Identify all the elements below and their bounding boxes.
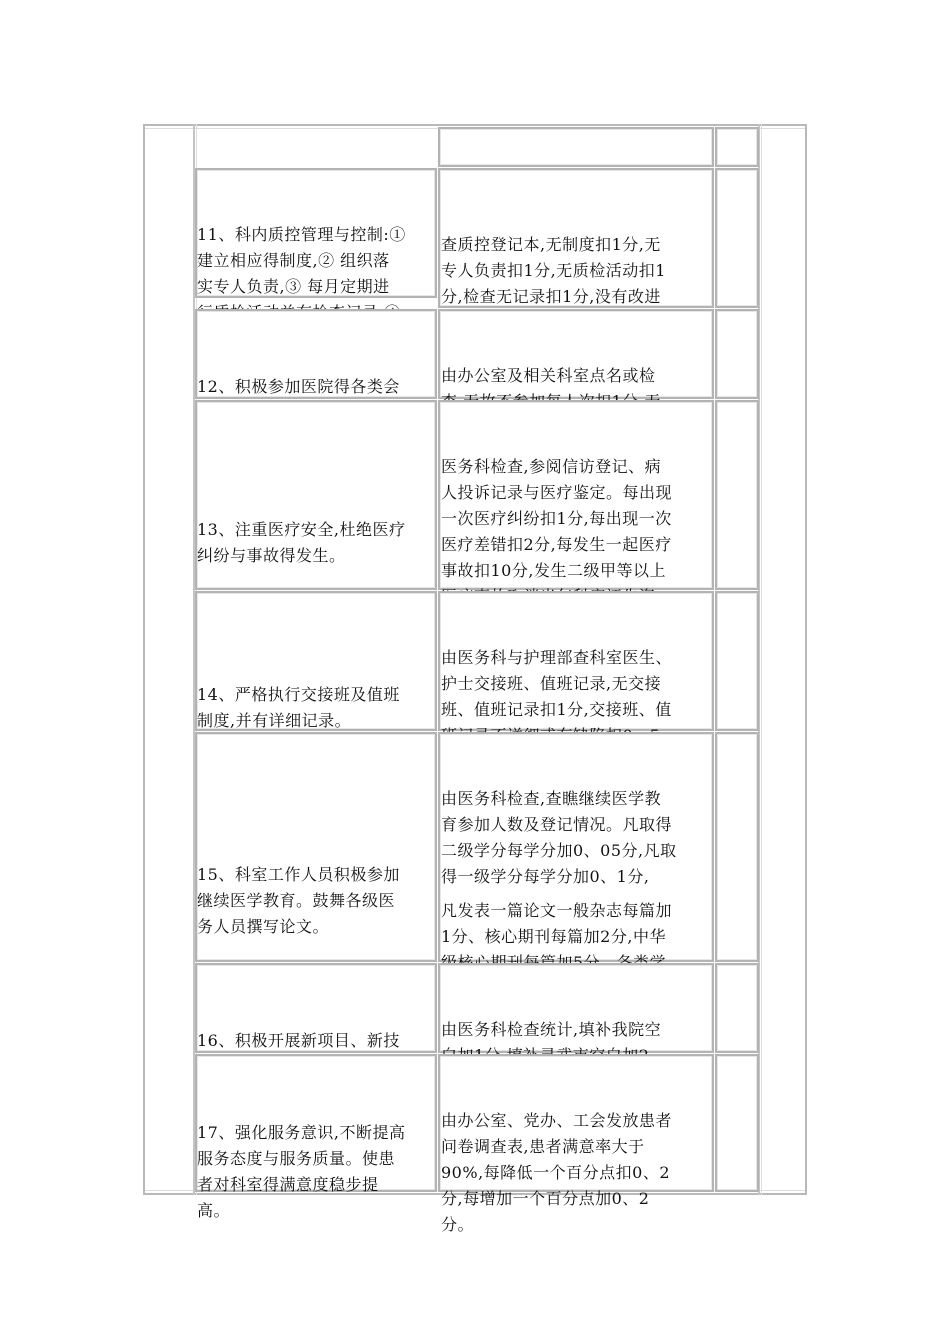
criteria-text: 由医务科与护理部查科室医生、 护士交接班、值班记录,无交接 班、值班记录扣1分,交接班、值	[441, 648, 673, 719]
score-cell	[715, 963, 759, 1053]
score-cell	[715, 591, 759, 731]
criteria-text: 由办公室及相关科室点名或检	[441, 366, 656, 385]
criteria-text: 医务科检查,参阅信访登记、病 人投诉记录与医疗鉴定。每出现 一次医疗纠纷扣1分,每出现一次 医疗差错扣2分,每发生一起医疗 事故扣10分,发生二级甲等以上	[441, 457, 673, 580]
item-text: 13、注重医疗安全,杜绝医疗 纠纷与事故得发生。	[197, 520, 406, 565]
score-cell	[715, 732, 759, 962]
criteria-text: 由医务科检查统计,填补我院空	[441, 1020, 662, 1039]
criteria-text: 查质控登记本,无制度扣1分,无 专人负责扣1分,无质检活动扣1 分,检查无记录扣1分,没有改进	[441, 235, 666, 306]
item-text: 17、强化服务意识,不断提高 服务态度与服务质量。使患 者对科室得满意度稳步提 高。	[197, 1123, 406, 1220]
score-cell	[715, 168, 759, 308]
column-divider-right-inner	[761, 124, 762, 1195]
criteria-text-paragraph-2: 凡发表一篇论文一般杂志每篇加 1分、核心期刊每篇加2分,中华	[441, 901, 673, 946]
score-cell	[715, 400, 759, 590]
score-cell	[715, 127, 759, 167]
item-text: 11、科内质控管理与控制:① 建立相应得制度,② 组织落 实专人负责,③ 每月定期进	[197, 225, 406, 296]
item-text: 15、科室工作人员积极参加 继续医学教育。鼓舞各级医 务人员撰写论文。	[197, 865, 400, 936]
score-cell	[715, 309, 759, 399]
item-text: 16、积极开展新项目、新技	[197, 1031, 400, 1050]
item-text: 14、严格执行交接班及值班 制度,并有详细记录。	[197, 685, 400, 730]
score-cell	[715, 1054, 759, 1192]
item-text: 12、积极参加医院得各类会	[197, 377, 400, 396]
criteria-text: 由医务科检查,查瞧继续医学教 育参加人数及登记情况。凡取得 二级学分每学分加0、05分,凡取 得一级学分每学分加0、1分,	[441, 789, 677, 886]
criteria-text: 由办公室、党办、工会发放患者 问卷调查表,患者满意率大于 90%,每降低一个百分点扣0、2 分,每增加一个百分点加0、2 分。	[441, 1111, 673, 1234]
